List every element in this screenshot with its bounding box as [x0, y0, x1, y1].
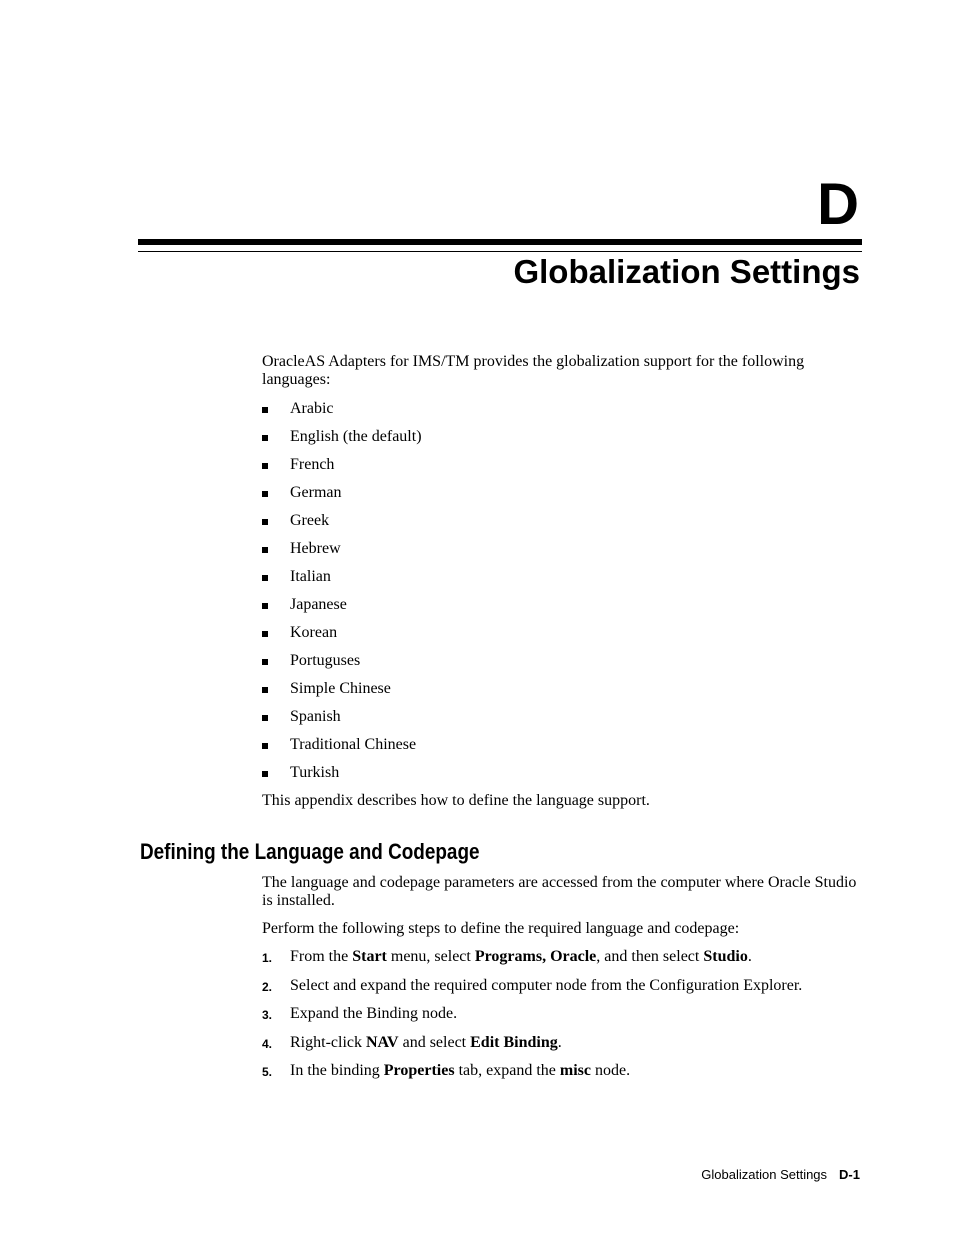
- step-bold-text: Programs, Oracle: [474, 948, 597, 965]
- list-item: [262, 400, 422, 428]
- step-number: 3.: [262, 1008, 273, 1022]
- bullet-icon: [262, 519, 268, 525]
- list-item: [262, 568, 422, 596]
- page-footer: [701, 1167, 860, 1183]
- list-item: [262, 736, 422, 764]
- chapter-letter: D: [817, 172, 859, 237]
- step-bold-text: Start: [352, 948, 387, 965]
- step-text: .: [557, 1033, 562, 1051]
- bullet-icon: [262, 463, 268, 469]
- bullet-icon: [262, 491, 268, 497]
- bullet-icon: [262, 547, 268, 553]
- list-item-label: Turkish: [290, 764, 340, 781]
- step-text: Expand the Binding node.: [290, 1005, 458, 1022]
- list-item-label: Arabic: [290, 400, 334, 417]
- step-text: Right-click: [290, 1033, 366, 1051]
- bullet-icon: [262, 575, 268, 581]
- list-item-label: Hebrew: [290, 540, 341, 557]
- section-paragraph-2: Perform the following steps to define the required language and codepage:: [262, 920, 740, 937]
- bullet-icon: [262, 715, 268, 721]
- page-number: D-1: [839, 1167, 860, 1182]
- list-item: [262, 484, 422, 512]
- language-list: [262, 400, 422, 792]
- section-heading: Defining the Language and Codepage: [140, 839, 480, 864]
- bullet-icon: [262, 631, 268, 637]
- step-text: and select: [398, 1033, 471, 1051]
- list-item: [262, 540, 422, 568]
- bullet-icon: [262, 659, 268, 665]
- step-text: node.: [590, 1062, 631, 1079]
- step-number: 4.: [262, 1036, 273, 1051]
- bullet-icon: [262, 435, 268, 441]
- list-item-label: Spanish: [290, 708, 341, 725]
- step-text: Select and expand the required computer node from the Configuration Explorer.: [290, 976, 803, 994]
- step-number: 1.: [262, 951, 273, 965]
- step-text: In the binding: [290, 1062, 384, 1079]
- step-text: tab, expand the: [454, 1062, 560, 1079]
- step-text: , and then select: [596, 948, 704, 965]
- list-item: [262, 456, 422, 484]
- step-text: From the: [290, 948, 353, 965]
- list-item-label: Traditional Chinese: [290, 736, 417, 753]
- step-item: [262, 1005, 802, 1034]
- outro-paragraph: This appendix describes how to define the language support.: [262, 792, 650, 809]
- bullet-icon: [262, 603, 268, 609]
- steps-list: [262, 948, 802, 1091]
- section-paragraph-1: The language and codepage parameters are accessed from the computer where Oracle Studio is installed.: [262, 874, 857, 909]
- step-bold-text: Properties: [383, 1062, 455, 1079]
- list-item: [262, 680, 422, 708]
- list-item: [262, 652, 422, 680]
- list-item: [262, 428, 422, 456]
- list-item-label: Greek: [290, 512, 330, 529]
- footer-title: Globalization Settings: [701, 1167, 828, 1182]
- list-item-label: German: [290, 484, 342, 501]
- list-item: [262, 708, 422, 736]
- bullet-icon: [262, 407, 268, 413]
- step-bold-text: Edit Binding: [470, 1033, 558, 1051]
- step-text: menu, select: [386, 948, 475, 965]
- step-item: [262, 1062, 802, 1091]
- list-item-label: Korean: [290, 624, 338, 641]
- bullet-icon: [262, 771, 268, 777]
- list-item-label: French: [290, 456, 335, 473]
- list-item: [262, 512, 422, 540]
- list-item-label: Japanese: [290, 596, 347, 613]
- step-item: [262, 1034, 802, 1063]
- step-bold-text: NAV: [365, 1033, 399, 1051]
- chapter-title: Globalization Settings: [513, 253, 860, 290]
- heading-rule-thick: [138, 239, 862, 245]
- list-item: [262, 624, 422, 652]
- list-item-label: Portuguses: [290, 652, 361, 669]
- bullet-icon: [262, 687, 268, 693]
- list-item-label: Simple Chinese: [290, 680, 391, 697]
- list-item: [262, 596, 422, 624]
- step-bold-text: misc: [559, 1062, 591, 1079]
- intro-paragraph: OracleAS Adapters for IMS/TM provides the globalization support for the following languages:: [262, 353, 805, 388]
- list-item-label: Italian: [290, 568, 331, 585]
- list-item: [262, 764, 422, 792]
- step-number: 2.: [262, 979, 273, 994]
- step-text: .: [747, 948, 752, 965]
- step-item: [262, 948, 802, 977]
- step-number: 5.: [262, 1065, 273, 1079]
- bullet-icon: [262, 743, 268, 749]
- list-item-label: English (the default): [290, 428, 422, 445]
- step-bold-text: Studio: [703, 948, 748, 965]
- step-item: [262, 977, 802, 1006]
